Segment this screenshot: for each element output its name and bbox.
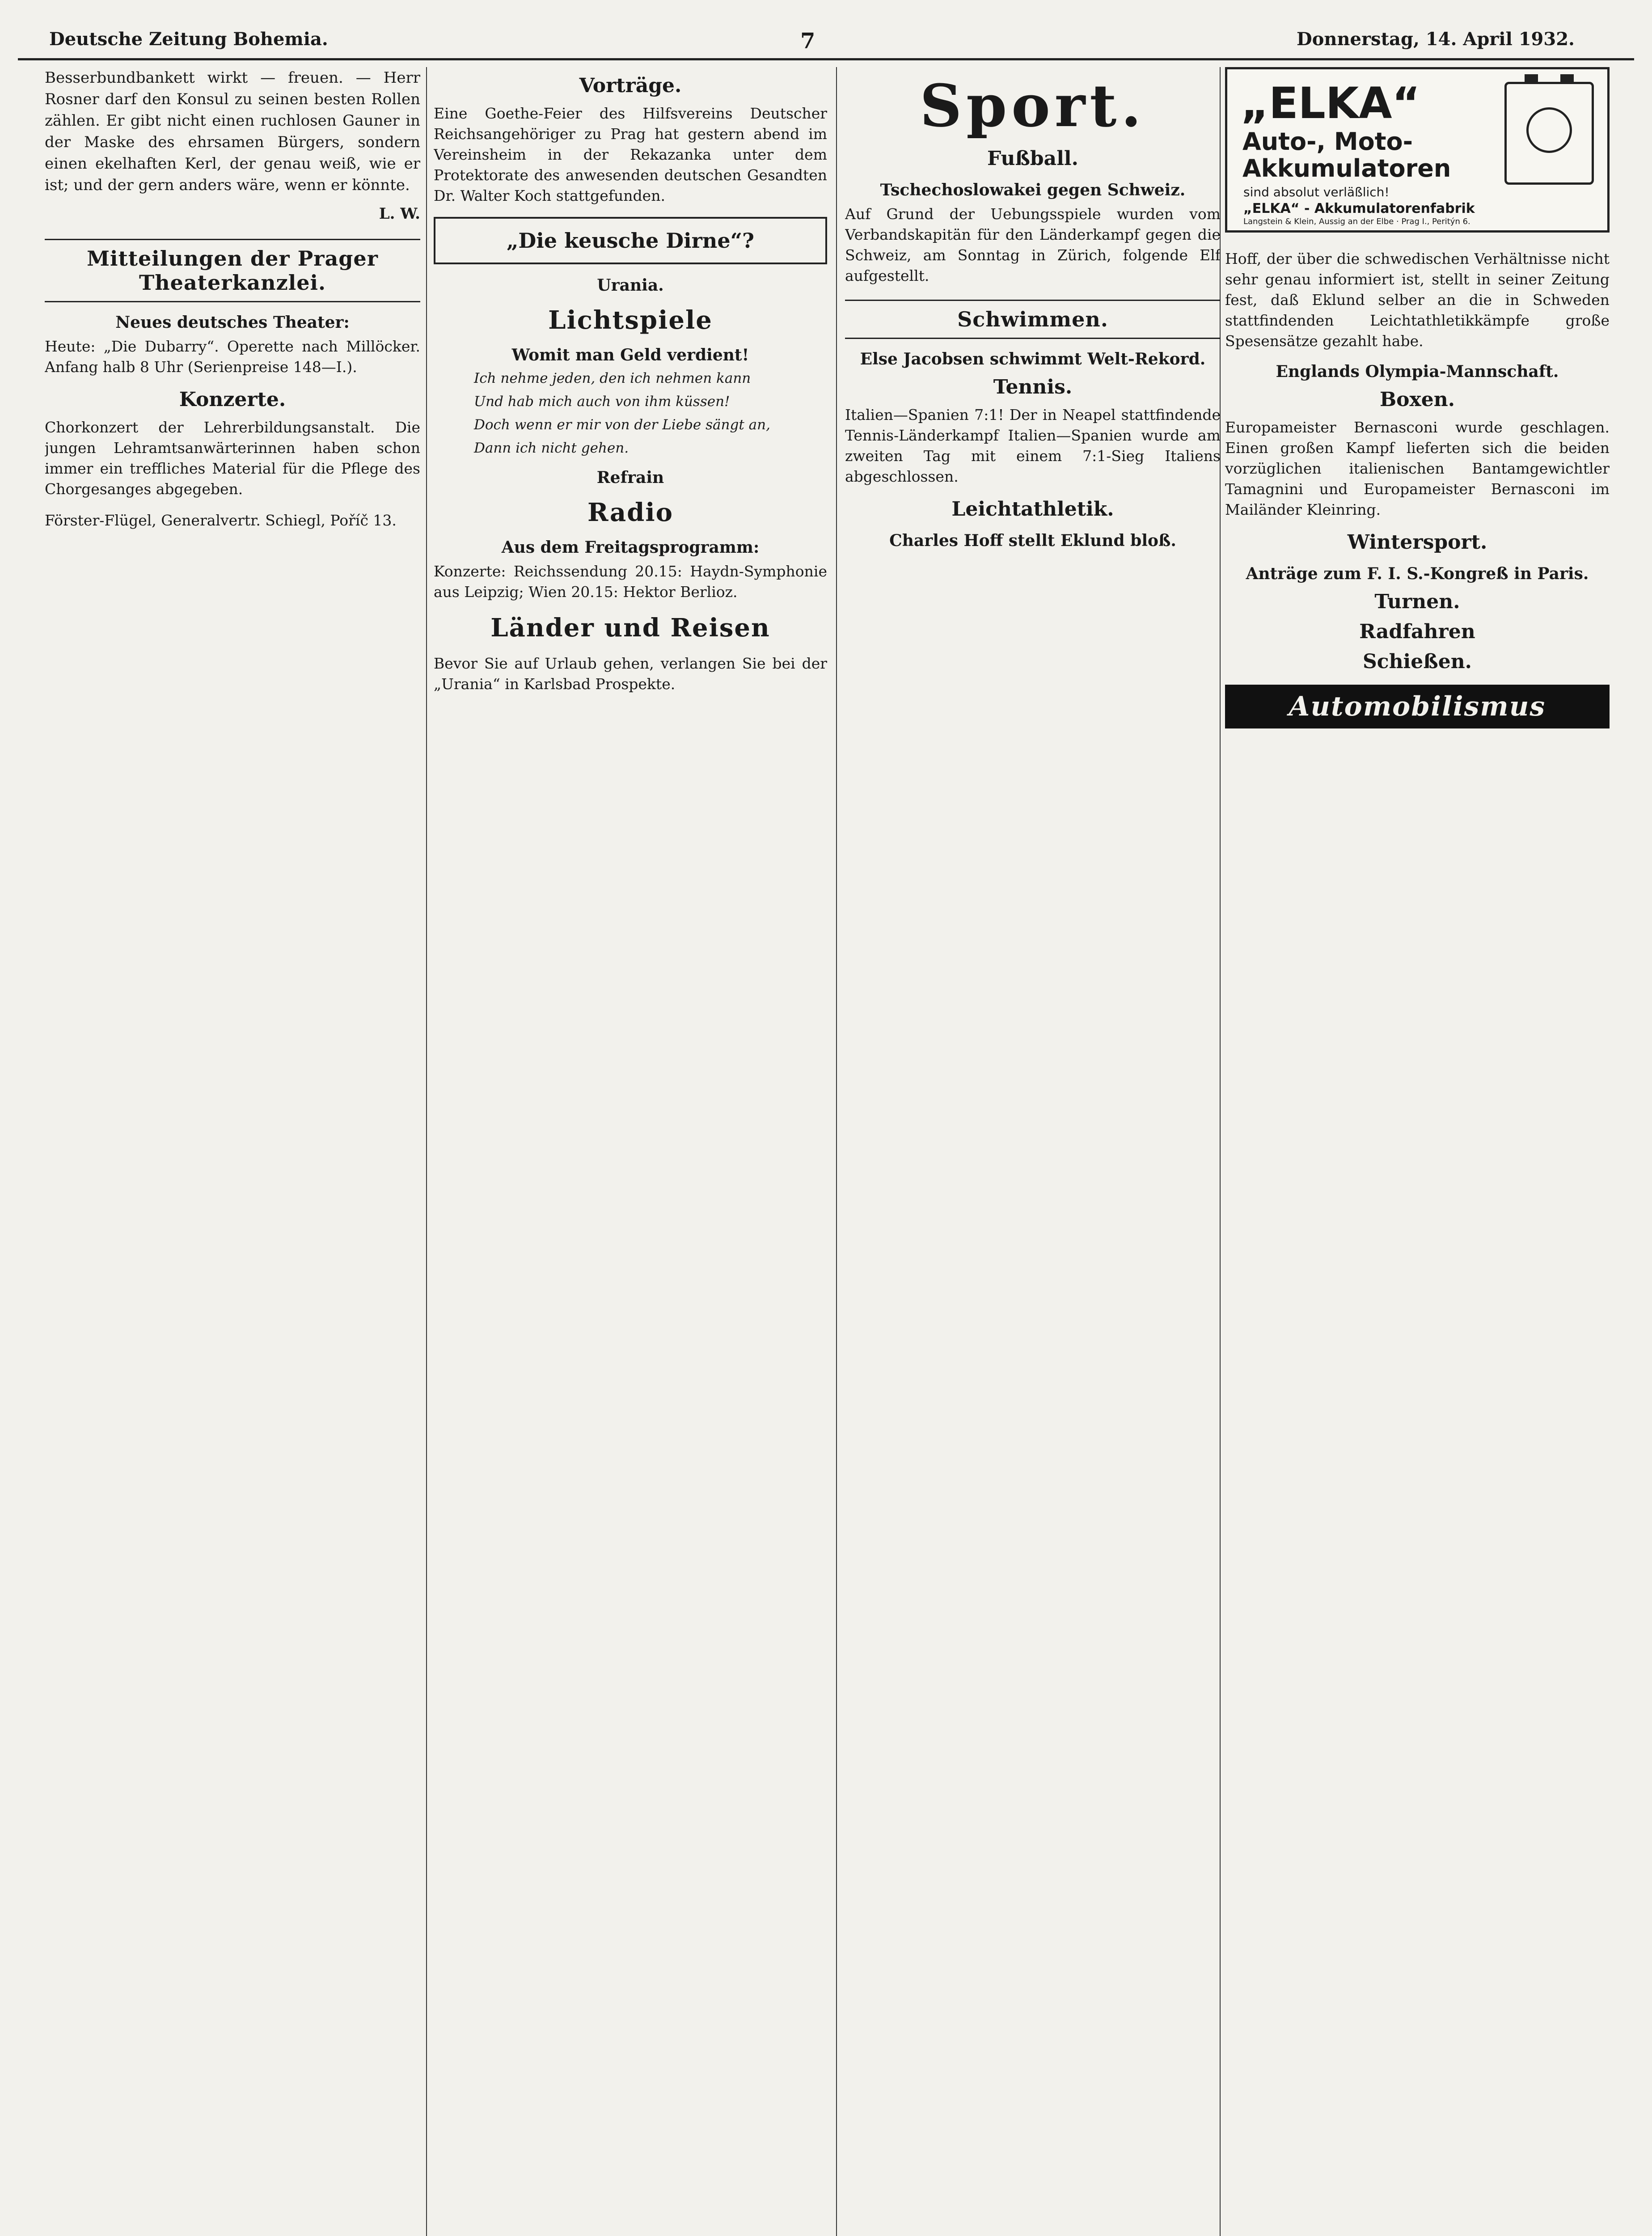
reisen-text: Bevor Sie auf Urlaub gehen, verlangen Sie bei der „Urania“ in Karlsbad Prospekte. <box>434 655 827 693</box>
fussball-heading: Fußball. <box>987 147 1078 170</box>
fussball-text: Auf Grund der Uebungsspiele wurden vom Verbandskapitän für den Länderkampf gegen die Schweiz, am Sonntag in Zürich, folgende Elf aufgestellt. <box>845 205 1221 284</box>
elka-brand: „ELKA“ <box>1241 78 1420 128</box>
battery-icon <box>1504 82 1594 185</box>
wintersport-heading: Wintersport. <box>1347 531 1487 554</box>
review-signature: L. W. <box>379 205 420 223</box>
sport-heading: Sport. <box>920 72 1146 140</box>
turnen-heading: Turnen. <box>1374 590 1460 613</box>
page-number: 7 <box>800 29 815 54</box>
column-3 <box>845 67 1221 2236</box>
vortraege-text: Eine Goethe-Feier des Hilfsvereins Deutscher Reichsangehöriger zu Prag hat gestern abend im Vereinsheim in der Rekazanka unter dem Protektorate des anwesenden deutschen Gesandten Dr. Walter Koch stattgefunden. <box>434 105 827 204</box>
leichtathletik-heading: Leichtathletik. <box>951 498 1114 521</box>
elka-address: Langstein & Klein, Aussig an der Elbe · Prag I., Peritýn 6. <box>1243 217 1470 226</box>
automobilismus-banner: Automobilismus <box>1225 685 1610 728</box>
tennis-heading: Tennis. <box>993 376 1073 398</box>
reisen-heading: Länder und Reisen <box>490 613 770 643</box>
radio-subheading: Aus dem Freitagsprogramm: <box>501 538 760 557</box>
column-1 <box>45 67 420 2236</box>
konzerte-heading: Konzerte. <box>179 388 286 411</box>
elka-line-2: Akkumulatoren <box>1242 154 1451 182</box>
poem-line: Doch wenn er mir von der Liebe sängt an, <box>474 417 770 433</box>
column-rule <box>426 67 427 2236</box>
boxen-heading: Boxen. <box>1379 388 1455 411</box>
radio-text: Konzerte: Reichssendung 20.15: Haydn-Symphonie aus Leipzig; Wien 20.15: Hektor Berlioz. <box>434 563 827 601</box>
urania-heading: Urania. <box>597 276 664 295</box>
refrain-label: Refrain <box>596 468 664 487</box>
film-ad-box <box>434 217 827 264</box>
poem-line: Ich nehme jeden, den ich nehmen kann <box>474 370 751 386</box>
newspaper-page <box>18 18 1634 2236</box>
radfahren-heading: Radfahren <box>1359 620 1475 643</box>
schiessen-heading: Schießen. <box>1363 650 1472 673</box>
elka-tagline: sind absolut verläßlich! <box>1243 185 1390 199</box>
olympia-item: Englands Olympia-Mannschaft. <box>1276 362 1559 381</box>
poem-line: Und hab mich auch von ihm küssen! <box>474 394 730 410</box>
hoff-text: Hoff, der über die schwedischen Verhältnisse nicht sehr genau informiert ist, stellt in seiner Zeitung fest, daß Eklund selber an die in Schweden stattfindenden Leichtathletikkämpfe große Spesensätze gezahlt habe. <box>1225 250 1610 350</box>
radio-heading: Radio <box>587 498 673 527</box>
tennis-text: Italien—Spanien 7:1! Der in Neapel stattfindende Tennis-Länderkampf Italien—Spanien wurde am zweiten Tag mit einem 7:1-Sieg Italiens abgeschlossen. <box>845 406 1221 485</box>
poem-line: Dann ich nicht gehen. <box>474 440 629 456</box>
elka-ad <box>1225 67 1610 233</box>
masthead-date: Donnerstag, 14. April 1932. <box>1297 29 1575 50</box>
konzerte-text: Chorkonzert der Lehrerbildungsanstalt. Die jungen Lehramtsanwärterinnen haben schon immer ein treffliches Material für die Pflege des Chorgesanges abgegeben. <box>45 419 420 498</box>
schwimmen-heading: Schwimmen. <box>845 300 1221 339</box>
theater-heading: Mitteilungen der Prager Theaterkanzlei. <box>45 239 420 302</box>
leichtathletik-item: Charles Hoff stellt Eklund bloß. <box>889 531 1176 550</box>
footer-ad: Förster-Flügel, Generalvertr. Schiegl, Poříč 13. <box>45 512 397 529</box>
boxen-text: Europameister Bernasconi wurde geschlagen. Einen großen Kampf lieferten sich die beiden vorzüglichen italienischen Bantamgewichtler Tamagnini und Europameister Bernasconi im Mailänder Kleinring. <box>1225 419 1610 518</box>
lichtspiele-heading: Lichtspiele <box>548 305 713 335</box>
fussball-item: Tschechoslowakei gegen Schweiz. <box>880 181 1186 199</box>
film-ad-title: „Die keusche Dirne“? <box>506 229 755 253</box>
masthead-title: Deutsche Zeitung Bohemia. <box>49 29 328 50</box>
column-2 <box>434 67 827 2236</box>
column-4 <box>1225 67 1610 2236</box>
column-rule <box>836 67 837 2236</box>
wintersport-item: Anträge zum F. I. S.-Kongreß in Paris. <box>1246 564 1589 583</box>
masthead <box>18 18 1634 60</box>
elka-line-1: Auto-, Moto- <box>1242 127 1413 156</box>
review-text: Besserbundbankett wirkt — freuen. — Herr Rosner darf den Konsul zu seinen besten Rollen zählen. Er gibt nicht einen ruchlosen Gauner in der Maske des ehrsamen Bürgers, sondern einen ekelhaften Kerl, der genau weiß, wie er ist; und der gern anders wäre, wenn er könnte. <box>45 69 420 194</box>
theater-item: Heute: „Die Dubarry“. Operette nach Millöcker. Anfang halb 8 Uhr (Serienpreise 148—I.). <box>45 338 420 376</box>
vortraege-heading: Vorträge. <box>579 74 682 97</box>
elka-factory: „ELKA“ - Akkumulatorenfabrik <box>1243 201 1475 216</box>
schwimmen-item: Else Jacobsen schwimmt Welt-Rekord. <box>860 350 1206 368</box>
dial-icon <box>1526 107 1572 153</box>
theater-subheading: Neues deutsches Theater: <box>115 313 350 332</box>
lichtspiele-item: Womit man Geld verdient! <box>511 346 749 364</box>
